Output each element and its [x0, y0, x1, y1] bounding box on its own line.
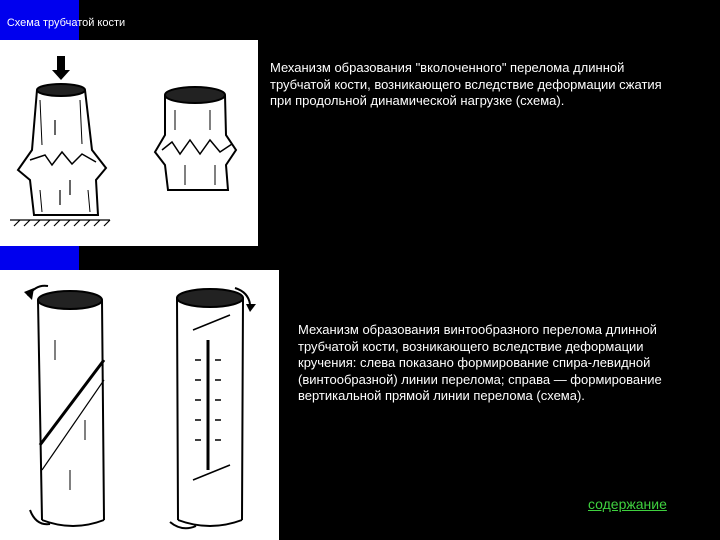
contents-link[interactable]: содержание: [588, 496, 667, 512]
spiral-fracture-figure: [0, 270, 279, 540]
left-bone-cylinder: [38, 291, 104, 526]
ground-hatch: [10, 220, 110, 226]
slide-title: Схема трубчатой кости: [6, 17, 126, 29]
left-bone-illustration: [18, 84, 106, 215]
spiral-fracture-caption: Механизм образования винтообразного перелома длинной трубчатой кости, возникающего вследствие деформации кручения: слева показано формирование спира-левидной (винтообразной) линии перелома; справа — формирование вертикальной прямой линии перелома (схема).: [298, 322, 662, 403]
impacted-fracture-drawing: [0, 40, 258, 246]
right-bone-illustration: [155, 87, 236, 190]
load-arrow-icon: [52, 56, 70, 80]
right-bone-cylinder: [177, 289, 243, 526]
impacted-fracture-caption: Механизм образования "вколоченного" перелома длинной трубчатой кости, возникающего вследствие деформации сжатия при продольной динамической нагрузке (схема).: [270, 60, 662, 108]
impacted-fracture-figure: [0, 40, 258, 246]
spiral-fracture-drawing: [0, 270, 279, 540]
